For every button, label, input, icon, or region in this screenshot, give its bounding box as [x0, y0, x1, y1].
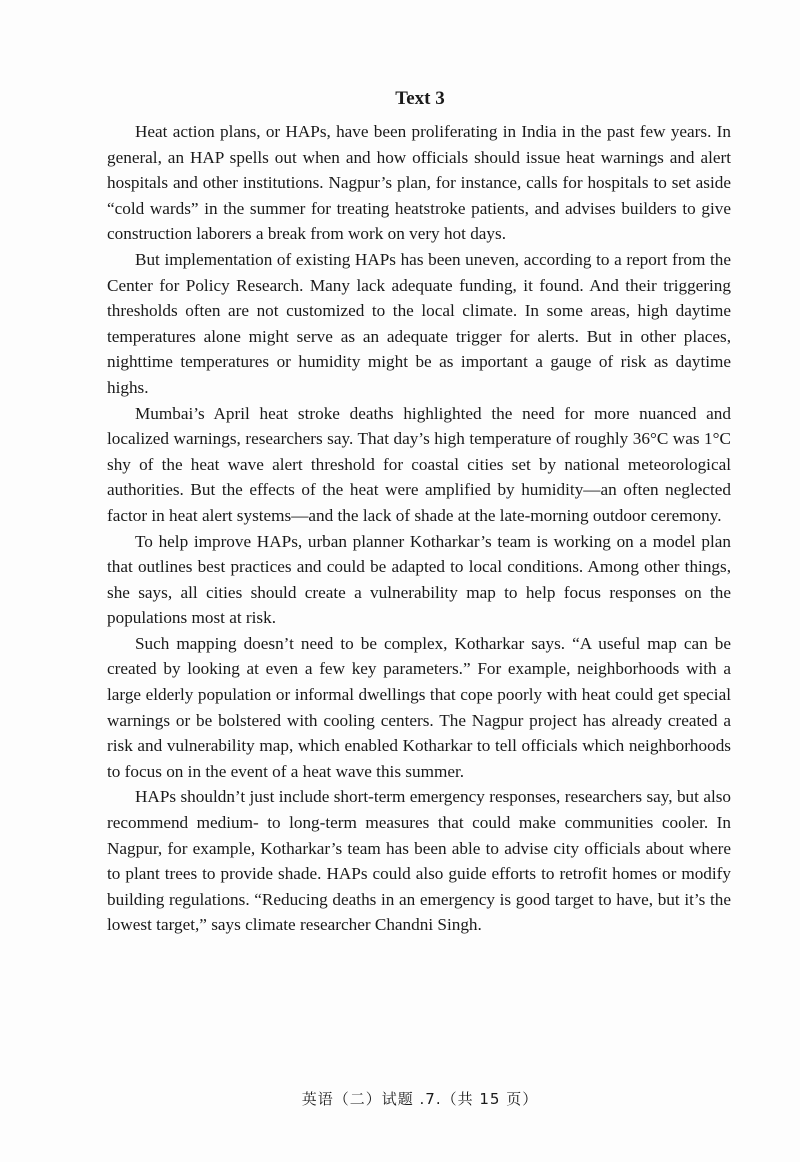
page-footer: 英语（二）试题 .7.（共 15 页）: [301, 1090, 539, 1108]
paragraph-5: Such mapping doesn’t need to be complex, Kotharkar says. “A useful map can be created by looking at even a few key parameters.” For example, neighborhoods with a large elderly population or informal dwellings that cope poorly with heat could get special warnings or be bolstered with cooling centers. The Nagpur project has already created a risk and vulnerability map, which enabled Kotharkar to tell officials which neighborhoods to focus on in the event of a heat wave this summer.: [107, 633, 731, 781]
paragraph-4: To help improve HAPs, urban planner Kotharkar’s team is working on a model plan that outlines best practices and could be adapted to local conditions. Among other things, she says, all cities should create a vulnerability map to help focus responses on the populations most at risk.: [107, 531, 731, 628]
article-body: [107, 119, 731, 938]
paragraph-6: HAPs shouldn’t just include short-term emergency responses, researchers say, but also recommend medium- to long-term measures that could make communities cooler. In Nagpur, for example, Kotharkar’s team has been able to advise city officials about where to plant trees to provide shade. HAPs could also guide efforts to retrofit homes or modify building regulations. “Reducing deaths in an emergency is good target to have, but it’s the lowest target,” says climate researcher Chandni Singh.: [107, 787, 731, 935]
paragraph-3: Mumbai’s April heat stroke deaths highlighted the need for more nuanced and localized warnings, researchers say. That day’s high temperature of roughly 36°C was 1°C shy of the heat wave alert threshold for coastal cities set by national meteorological authorities. But the effects of the heat were amplified by humidity—an often neglected factor in heat alert systems—and the lack of shade at the late-morning outdoor ceremony.: [107, 403, 731, 525]
paragraph-2: But implementation of existing HAPs has been uneven, according to a report from the Center for Policy Research. Many lack adequate funding, it found. And their triggering thresholds often are not customized to the local climate. In some areas, high daytime temperatures alone might serve as an adequate trigger for alerts. But in other places, nighttime temperatures or humidity might be as important a gauge of risk as daytime highs.: [107, 249, 731, 397]
paragraph-1: Heat action plans, or HAPs, have been proliferating in India in the past few years. In general, an HAP spells out when and how officials should issue heat warnings and alert hospitals and other institutions. Nagpur’s plan, for instance, calls for hospitals to set aside “cold wards” in the summer for treating heatstroke patients, and advises builders to give construction laborers a break from work on very hot days.: [107, 122, 731, 244]
page-title: Text 3: [395, 88, 445, 109]
